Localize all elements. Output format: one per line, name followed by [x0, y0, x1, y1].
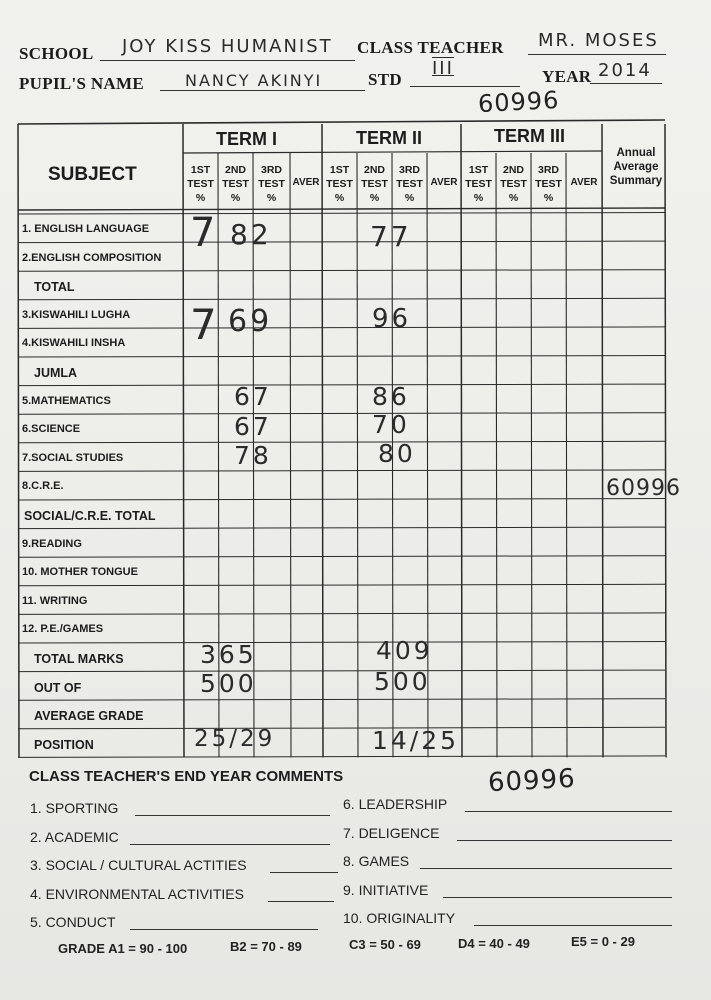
term-2-col-2-header: 2ND TEST %: [361, 164, 388, 204]
science-term2-test2: 70: [372, 410, 410, 439]
social-studies-term1-test2: 78: [234, 441, 272, 470]
math-term2-test2: 86: [372, 382, 410, 411]
grade-a1: GRADE A1 = 90 - 100: [58, 941, 188, 956]
table-row-line: [18, 499, 665, 501]
term-3-col-1-header: 1ST TEST %: [465, 164, 492, 204]
comment-right-2: 7. DELIGENCE: [343, 824, 440, 841]
std-label: STD: [368, 70, 402, 89]
position-term2: 14/25: [372, 726, 460, 755]
table-row-line: [18, 527, 665, 529]
total-marks-term1: 365: [200, 640, 257, 669]
social-studies-term2-test2: 80: [378, 439, 416, 468]
english-term2-test2: 77: [370, 220, 412, 253]
table-row-line: [18, 413, 665, 415]
comment-right-line-3: [420, 868, 672, 869]
pupil-name-value: NANCY AKINYI: [185, 71, 323, 90]
row-label-3: TOTAL: [34, 280, 75, 295]
term-1-col-2-header: 2ND TEST %: [222, 164, 249, 204]
comment-left-5: 5. CONDUCT: [30, 914, 116, 930]
comment-right-line-5: [474, 925, 672, 926]
comment-left-line-5: [130, 929, 318, 930]
table-row-line: [18, 699, 665, 701]
grade-c3: C3 = 50 - 69: [349, 937, 421, 952]
stamp-number-comments: 60996: [487, 763, 577, 799]
table-row-line: [18, 642, 665, 644]
term-1-col-3-header: 3RD TEST %: [258, 164, 285, 204]
term-3-header: TERM III: [494, 126, 565, 146]
science-term1-test2: 67: [234, 412, 272, 441]
comment-right-line-2: [457, 840, 672, 841]
out-of-term1: 500: [200, 669, 257, 698]
table-row-line: [18, 241, 665, 243]
comment-right-3: 8. GAMES: [343, 853, 410, 869]
table-row-line: [18, 384, 665, 386]
term-1-col-4-header: AVER: [292, 177, 320, 188]
row-label-17: OUT OF: [34, 680, 82, 695]
term-3-col-4-header: AVER: [570, 177, 598, 188]
table-column-line: [18, 124, 19, 757]
table-column-line: [461, 124, 462, 757]
table-row-line: [18, 441, 665, 443]
stamp-number-top: 60996: [477, 85, 561, 119]
comment-left-line-2: [130, 844, 330, 845]
subject-header: SUBJECT: [48, 164, 137, 185]
table-row-line: [18, 584, 665, 586]
table-row-line: [18, 213, 665, 215]
header-bottom-border: [18, 208, 665, 210]
comment-right-line-4: [443, 897, 672, 898]
row-label-19: POSITION: [34, 737, 94, 752]
term-1-col-1-header: 1ST TEST %: [187, 164, 214, 204]
annual-average-header: Annual Average Summary: [609, 147, 663, 187]
row-label-4: 3.KISWAHILI LUGHA: [22, 308, 131, 321]
school-value: JOY KISS HUMANIST: [122, 36, 333, 57]
cre-annual-stamp: 60996: [606, 476, 681, 501]
row-label-12: 9.READING: [22, 537, 82, 550]
comment-right-line-1: [465, 811, 672, 812]
table-column-line: [602, 124, 603, 757]
table-column-line: [322, 124, 323, 757]
comment-left-4: 4. ENVIRONMENTAL ACTIVITIES: [30, 885, 244, 902]
comment-left-line-4: [268, 901, 334, 902]
table-row-line: [18, 298, 665, 300]
table-column-line: [290, 153, 291, 757]
row-label-10: 8.C.R.E.: [22, 480, 64, 493]
comment-right-1: 6. LEADERSHIP: [343, 796, 448, 812]
english-term1-test2: 82: [230, 218, 272, 251]
term-header-divider: [183, 151, 602, 153]
table-column-line: [357, 153, 358, 757]
row-label-2: 2.ENGLISH COMPOSITION: [22, 251, 162, 264]
term-2-col-3-header: 3RD TEST %: [396, 164, 423, 204]
table-column-line: [183, 124, 184, 757]
kiswahili-term2-test2: 96: [372, 304, 412, 334]
year-value: 2014: [598, 60, 652, 81]
table-row-line: [18, 556, 665, 558]
grade-b2: B2 = 70 - 89: [230, 939, 302, 954]
comments-title: CLASS TEACHER'S END YEAR COMMENTS: [29, 768, 344, 785]
position-term1: 25/29: [194, 726, 276, 752]
table-row-line: [18, 670, 665, 672]
kiswahili-term1-test1: 7: [190, 300, 220, 349]
row-label-13: 10. MOTHER TONGUE: [22, 566, 138, 579]
term-1-header: TERM I: [216, 129, 277, 149]
total-marks-term2: 409: [376, 636, 433, 665]
row-label-14: 11. WRITING: [22, 594, 88, 607]
table-row-line: [18, 756, 665, 758]
table-column-line: [566, 153, 567, 757]
table-column-line: [665, 124, 666, 757]
table-column-line: [531, 153, 532, 757]
year-label: YEAR: [542, 67, 592, 86]
english-term1-test1: 7: [190, 210, 219, 256]
comment-right-4: 9. INITIATIVE: [343, 881, 429, 898]
row-label-8: 6.SCIENCE: [22, 423, 81, 436]
row-label-1: 1. ENGLISH LANGUAGE: [22, 223, 150, 235]
table-row-line: [18, 327, 665, 329]
comment-left-1: 1. SPORTING: [30, 800, 119, 816]
table-row-line: [18, 727, 665, 729]
grade-e5: E5 = 0 - 29: [571, 934, 635, 949]
math-term1-test2: 67: [234, 382, 272, 411]
row-label-16: TOTAL MARKS: [34, 652, 124, 666]
row-label-9: 7.SOCIAL STUDIES: [22, 451, 124, 464]
pupil-name-label: PUPIL'S NAME: [19, 74, 144, 93]
row-label-11: SOCIAL/C.R.E. TOTAL: [24, 509, 156, 523]
table-row-line: [18, 470, 665, 472]
row-label-6: JUMLA: [34, 366, 78, 380]
comment-left-line-3: [270, 872, 338, 873]
row-label-18: AVERAGE GRADE: [34, 709, 144, 724]
class-teacher-label: CLASS TEACHER: [357, 38, 504, 57]
grade-d4: D4 = 40 - 49: [458, 936, 530, 951]
term-2-col-1-header: 1ST TEST %: [326, 164, 353, 204]
table-row-line: [18, 270, 665, 272]
comment-left-3: 3. SOCIAL / CULTURAL ACTITIES: [30, 857, 247, 873]
out-of-term2: 500: [374, 667, 431, 696]
term-2-col-4-header: AVER: [430, 177, 458, 188]
row-label-5: 4.KISWAHILI INSHA: [22, 337, 126, 350]
row-label-7: 5.MATHEMATICS: [22, 394, 111, 407]
std-value: III: [432, 58, 454, 79]
kiswahili-term1-test2: 69: [228, 304, 273, 339]
table-column-line: [496, 153, 497, 757]
class-teacher-value: MR. MOSES: [538, 30, 659, 51]
term-2-header: TERM II: [356, 128, 422, 148]
comment-right-5: 10. ORIGINALITY: [343, 910, 456, 926]
table-row-line: [18, 613, 665, 615]
row-label-15: 12. P.E./GAMES: [22, 623, 104, 636]
comment-left-line-1: [135, 815, 330, 816]
school-label: SCHOOL: [19, 44, 94, 63]
term-3-col-3-header: 3RD TEST %: [535, 164, 562, 204]
table-top-border: [18, 120, 665, 124]
comment-left-2: 2. ACADEMIC: [30, 828, 119, 845]
table-row-line: [18, 356, 665, 358]
term-3-col-2-header: 2ND TEST %: [500, 164, 527, 204]
